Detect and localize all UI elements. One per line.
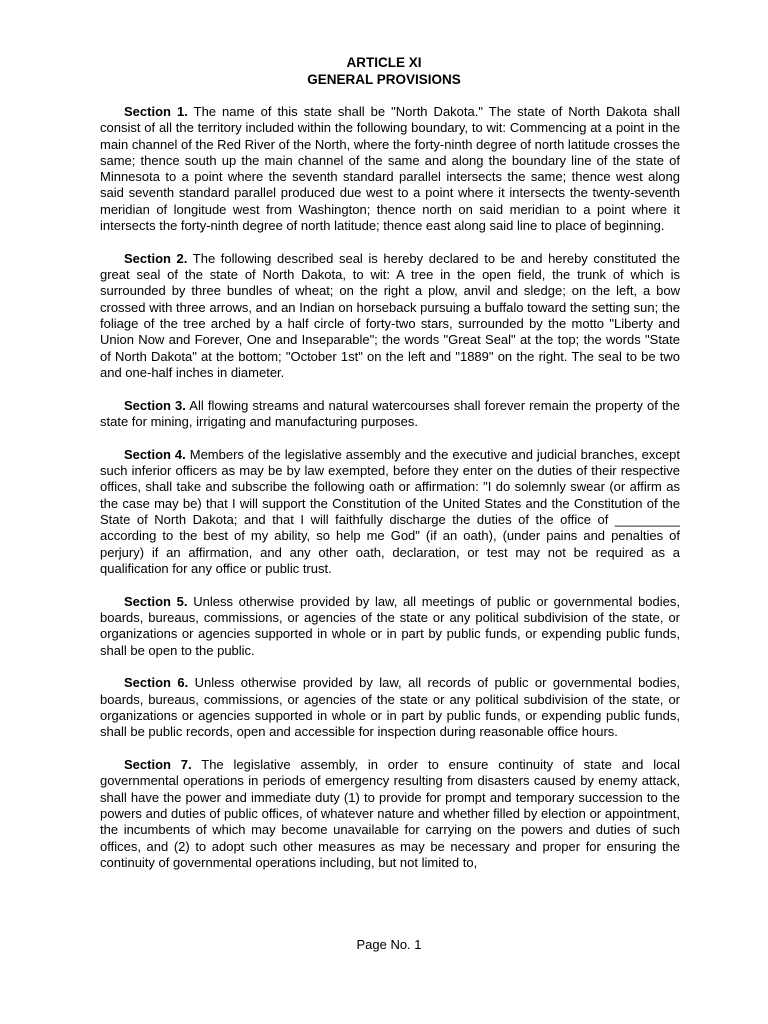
section-3 <box>100 398 680 431</box>
section-text: Members of the legislative assembly and the executive and judicial branches, except such inferior officers as may be by law exempted, before they enter on the duties of their respective offices, shall take and subscribe the following oath or affirmation: "I do solemnly swear (or affirm as the case may be) that I will support the Constitution of the United States and the Constitution of the State of North Dakota; and that I will faithfully discharge the duties of the office of _________ according to the best of my ability, so help me God" (if an oath), (under pains and penalties of perjury) if an affirmation, and any other oath, declaration, or test may not be required as a qualification for any office or public trust. <box>100 446 680 576</box>
section-2 <box>100 251 680 381</box>
section-4 <box>100 447 680 577</box>
section-label: Section 3. <box>124 397 186 413</box>
article-number: ARTICLE XI <box>346 55 422 70</box>
section-5 <box>100 594 680 659</box>
section-text: The legislative assembly, in order to ensure continuity of state and local governmental operations in periods of emergency resulting from disasters caused by enemy attack, shall have the power and immediate duty (1) to provide for prompt and temporary succession to the powers and duties of public offices, of whatever nature and whether filled by election or appointment, the incumbents of which may become unavailable for carrying on the powers and duties of such offices, and (2) to adopt such other measures as may be necessary and proper for ensuring the continuity of governmental operations including, but not limited to, <box>100 757 680 870</box>
section-label: Section 5. <box>124 593 188 609</box>
section-text: Unless otherwise provided by law, all meetings of public or governmental bodies, boards, bureaus, commissions, or agencies of the state or any political subdivision of the state, or organizations or agencies supported in whole or in part by public funds, or expending public funds, shall be open to the public. <box>100 593 680 658</box>
section-6 <box>100 675 680 740</box>
section-label: Section 1. <box>124 104 188 119</box>
article-title: GENERAL PROVISIONS <box>307 72 461 87</box>
section-label: Section 6. <box>124 675 189 691</box>
section-label: Section 4. <box>124 446 186 462</box>
section-text: The following described seal is hereby declared to be and hereby constituted the great seal of the state of North Dakota, to wit: A tree in the open field, the trunk of which is surrounded by three bundles of wheat; on the right a plow, anvil and sledge; on the left, a bow crossed with three arrows, and an Indian on horseback pursuing a buffalo toward the setting sun; the foliage of the tree arched by a half circle of forty-two stars, surrounded by the motto "Liberty and Union Now and Forever, One and Inseparable"; the words "Great Seal" at the top; the words "State of North Dakota" at the bottom; "October 1st" on the left and "1889" on the right. The seal to be two and one-half inches in diameter. <box>100 250 680 380</box>
section-label: Section 2. <box>124 250 188 266</box>
section-text: The name of this state shall be "North Dakota." The state of North Dakota shall consist of all the territory included within the following boundary, to wit: Commencing at a point in the main channel of the Red River of the North, where the forty-ninth degree of north latitude crosses the same; thence south up the main channel of the same and along the boundary line of the state of Minnesota to a point where the seventh standard parallel intersects the same; thence west along said seventh standard parallel produced due west to a point where it intersects the twenty-seventh meridian of longitude west from Washington; thence north on said meridian to a point where it intersects the forty-ninth degree of north latitude; thence east along said line to place of beginning. <box>100 104 680 234</box>
section-7 <box>100 757 680 871</box>
section-text: Unless otherwise provided by law, all records of public or governmental bodies, boards, bureaus, commissions, or agencies of the state or any political subdivision of the state, or organizations or agencies supported in whole or in part by public funds, or expending public funds, shall be public records, open and accessible for inspection during reasonable office hours. <box>100 675 680 740</box>
section-label: Section 7. <box>124 757 192 773</box>
section-text: All flowing streams and natural watercourses shall forever remain the property of the state for mining, irrigating and manufacturing purposes. <box>100 397 680 430</box>
section-1 <box>100 104 680 234</box>
page-number: Page No. 1 <box>356 937 422 952</box>
document-body <box>100 104 680 888</box>
